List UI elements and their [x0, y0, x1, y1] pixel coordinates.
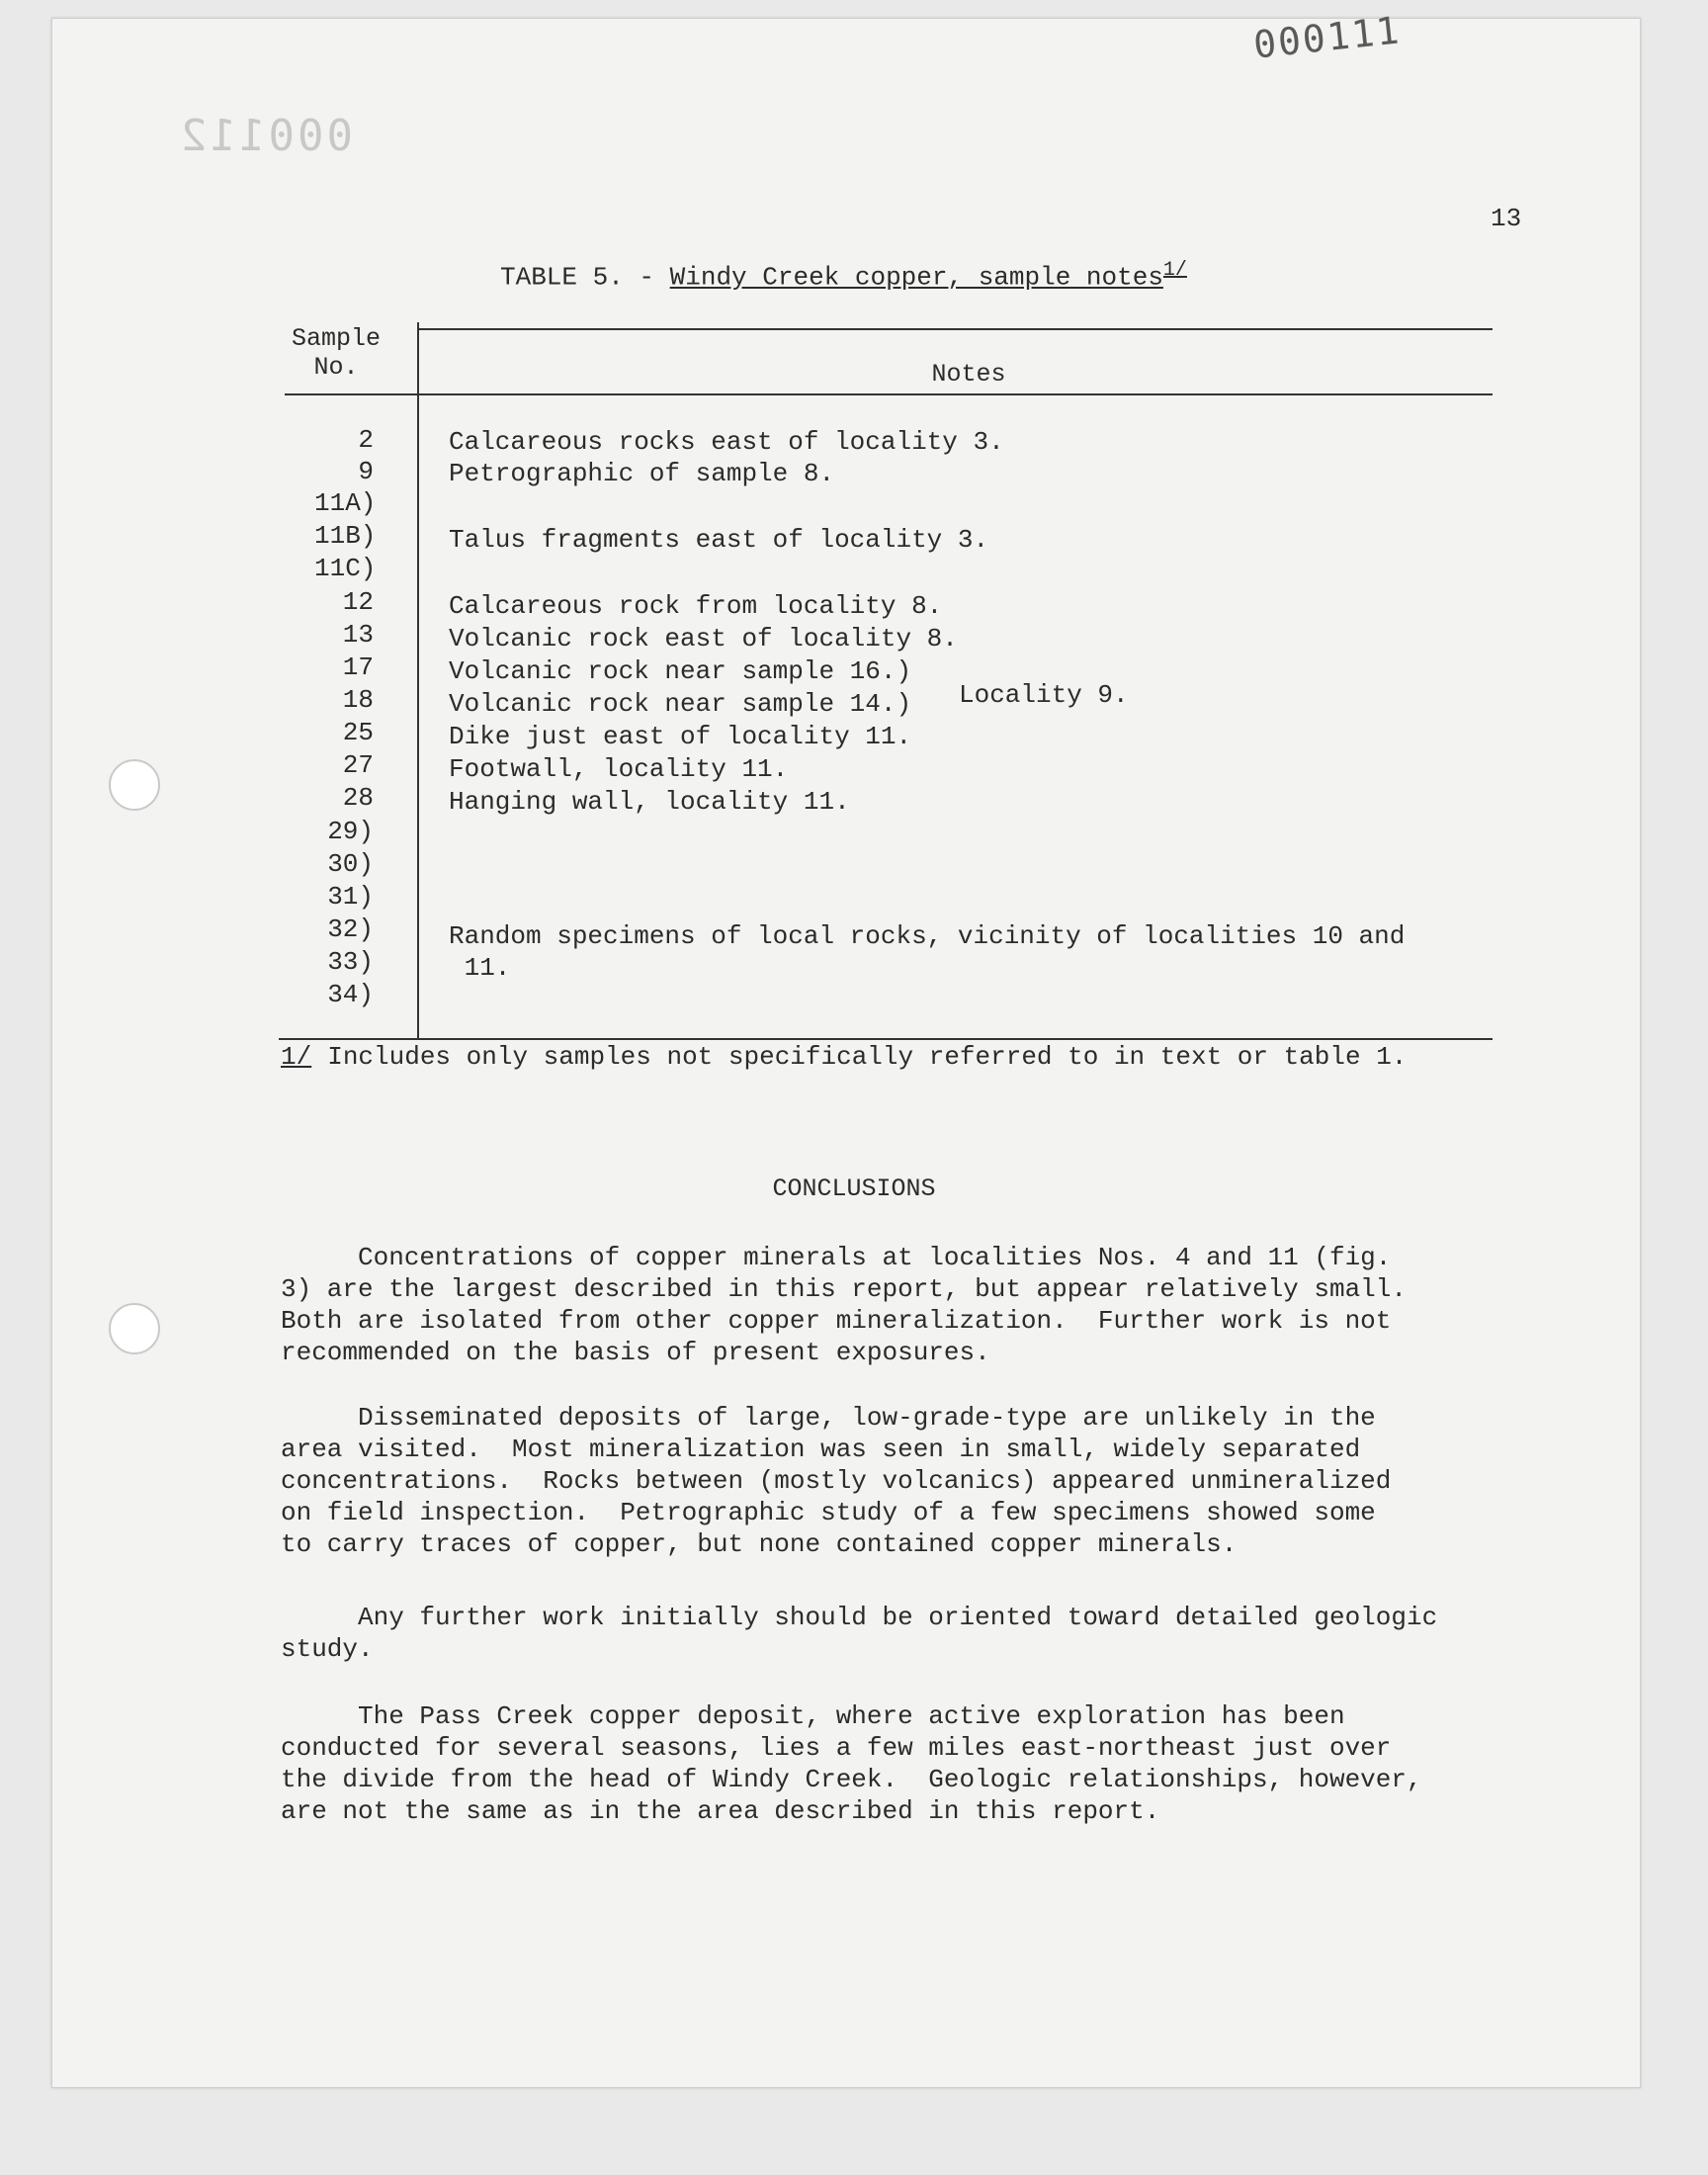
- ghost-stamp: 000112: [178, 111, 353, 161]
- paragraph: The Pass Creek copper deposit, where active exploration has been conducted for several seasons, lies a few miles east-northeast just over the divide from the head of Windy Creek. Geologic relationships, however, are not the same as in the area described in this report.: [281, 1701, 1422, 1826]
- column-header-notes: Notes: [931, 360, 1006, 389]
- sample-number: 11A): [314, 488, 377, 518]
- sample-note: Hanging wall, locality 11.: [449, 787, 850, 817]
- sample-note: Footwall, locality 11.: [449, 754, 789, 784]
- sample-number: 13: [342, 620, 374, 650]
- column-header-sample-line1: Sample: [291, 324, 381, 353]
- table-top-rule-notes: [417, 328, 1493, 330]
- column-header-sample-line2: No.: [313, 353, 359, 382]
- sample-note: Volcanic rock near sample 16.): [449, 656, 912, 686]
- table-bottom-rule: [279, 1038, 1493, 1040]
- sample-note: 11.: [449, 953, 511, 983]
- table-title-prefix: TABLE 5. -: [500, 262, 670, 293]
- sample-note: Calcareous rocks east of locality 3.: [449, 427, 1004, 457]
- sample-note: Calcareous rock from locality 8.: [449, 591, 943, 621]
- paragraph: Concentrations of copper minerals at localities Nos. 4 and 11 (fig. 3) are the largest described in this report, but appear relatively small. Both are isolated from other copper mineralization. Further work is not recommended on the basis of present exposures.: [281, 1243, 1407, 1367]
- sample-note: Volcanic rock near sample 14.): [449, 689, 912, 719]
- sample-number: 30): [327, 849, 374, 879]
- sample-note: Talus fragments east of locality 3.: [449, 525, 989, 555]
- sample-number: 32): [327, 914, 374, 944]
- table-title-footnote-ref: 1/: [1162, 259, 1187, 282]
- sample-number: 2: [358, 425, 374, 455]
- footnote-text: Includes only samples not specifically referred to in text or table 1.: [327, 1042, 1408, 1072]
- sample-number: 34): [327, 980, 374, 1009]
- page-stamp: 000111: [1251, 8, 1404, 67]
- sample-number: 17: [342, 652, 374, 682]
- sample-number: 31): [327, 882, 374, 912]
- sample-number: 28: [342, 783, 374, 813]
- page-number: 13: [1491, 204, 1522, 233]
- section-heading: CONCLUSIONS: [772, 1174, 936, 1203]
- locality-group-label: Locality 9.: [959, 680, 1129, 710]
- table-title: [500, 259, 1187, 293]
- binder-hole-upper: [109, 759, 160, 811]
- sample-number: 12: [342, 587, 374, 617]
- paragraph: Disseminated deposits of large, low-grade-type are unlikely in the area visited. Most mineralization was seen in small, widely separated concentrations. Rocks between (mostly volcanics) appeared unmineralized on field inspection. Petrographic study of a few specimens showed some to carry traces of copper, but none contained copper minerals.: [281, 1403, 1392, 1559]
- sample-note: Dike just east of locality 11.: [449, 722, 912, 751]
- sample-number: 33): [327, 947, 374, 977]
- table-title-main: Windy Creek copper, sample notes: [669, 262, 1163, 293]
- sample-number: 29): [327, 817, 374, 846]
- sample-number: 27: [342, 750, 374, 780]
- column-header-sample: [285, 324, 387, 382]
- sample-note: Random specimens of local rocks, vicinity of localities 10 and: [449, 921, 1406, 951]
- table-footnote: [281, 1042, 1407, 1072]
- paragraph: Any further work initially should be oriented toward detailed geologic study.: [281, 1603, 1438, 1664]
- table-column-divider: [417, 322, 419, 1038]
- sample-number: 18: [342, 685, 374, 715]
- table-header-rule: [285, 393, 1493, 395]
- footnote-mark: 1/: [281, 1042, 312, 1072]
- sample-note: Petrographic of sample 8.: [449, 459, 835, 488]
- sample-note: Volcanic rock east of locality 8.: [449, 624, 958, 653]
- sample-number: 11B): [314, 521, 377, 551]
- sample-number: 9: [358, 457, 374, 486]
- sample-number: 25: [342, 718, 374, 747]
- sample-number: 11C): [314, 554, 377, 583]
- binder-hole-lower: [109, 1303, 160, 1354]
